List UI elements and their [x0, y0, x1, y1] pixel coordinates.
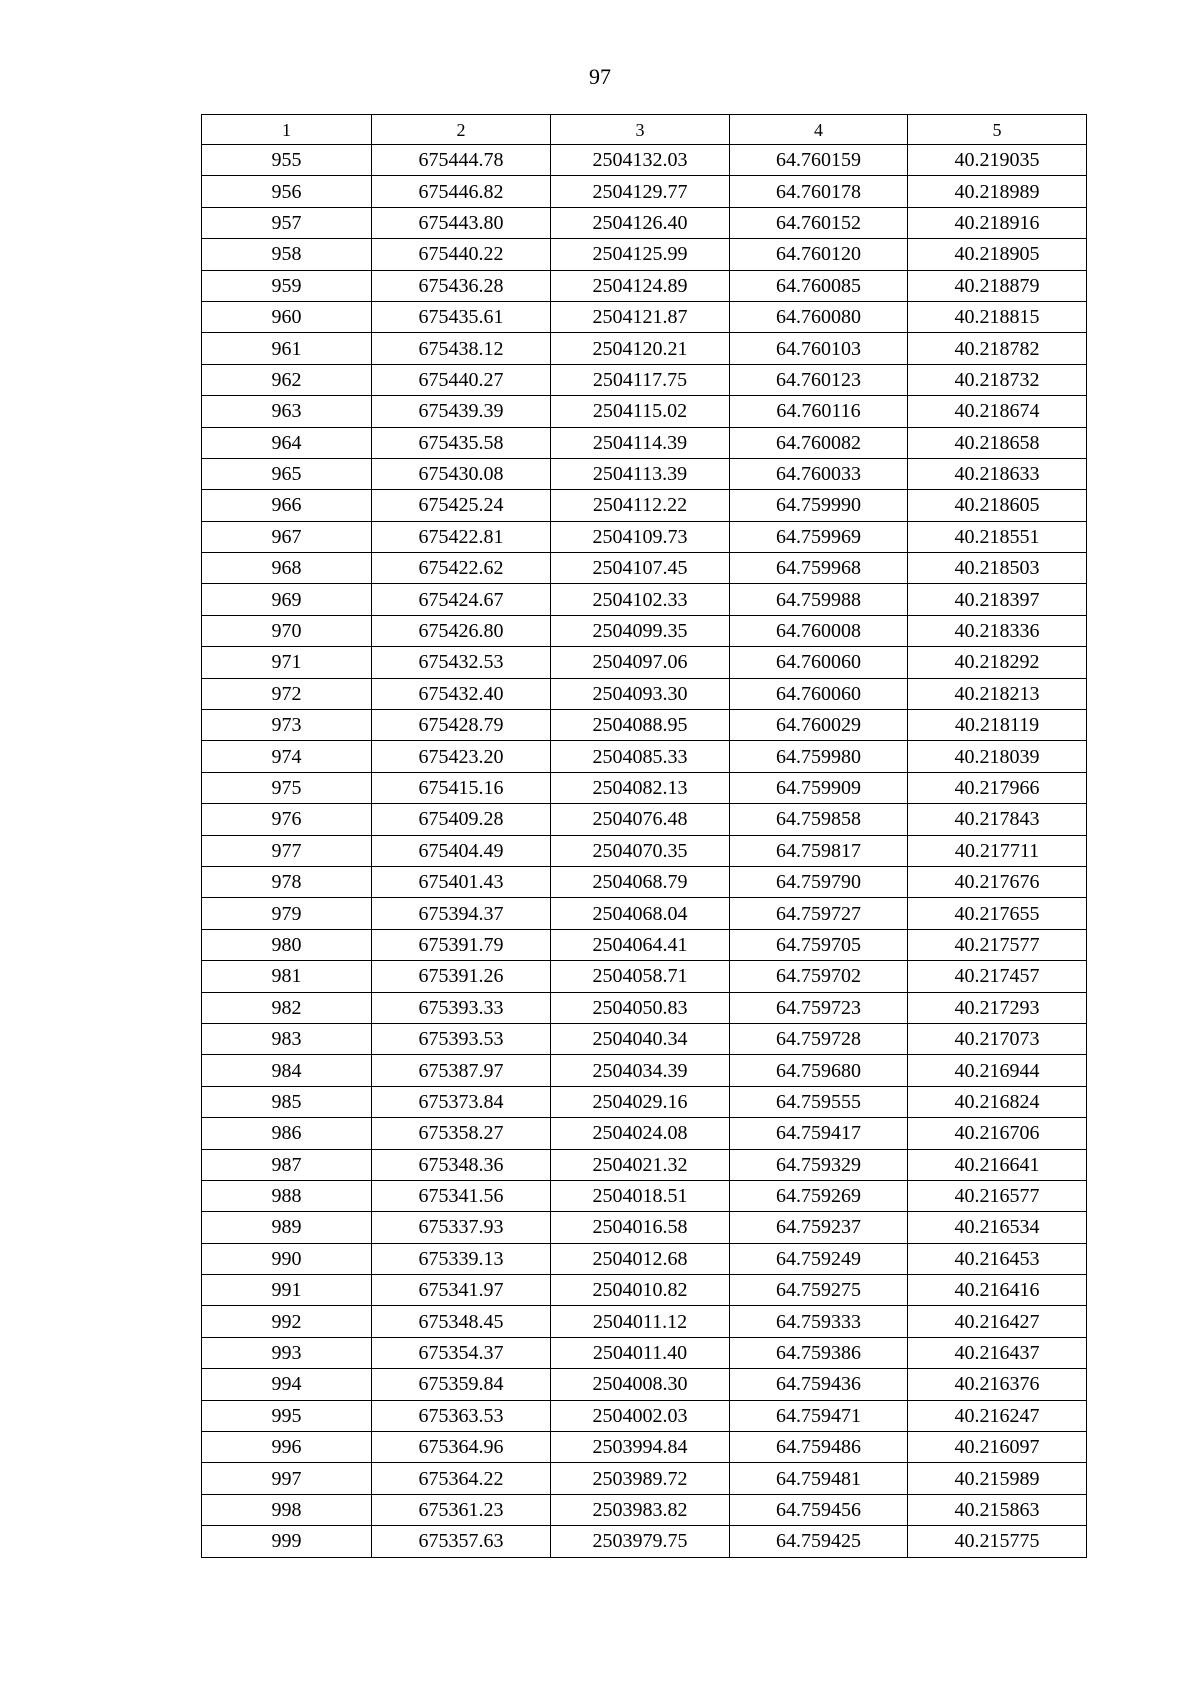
table-cell: 960 — [202, 301, 372, 332]
table-cell: 675432.40 — [372, 678, 551, 709]
table-cell: 2503994.84 — [551, 1432, 730, 1463]
table-cell: 40.218674 — [908, 396, 1087, 427]
table-cell: 963 — [202, 396, 372, 427]
table-cell: 64.759680 — [730, 1055, 908, 1086]
table-cell: 40.218336 — [908, 615, 1087, 646]
table-cell: 40.218879 — [908, 270, 1087, 301]
table-row — [202, 458, 1087, 489]
table-cell: 675438.12 — [372, 333, 551, 364]
table-cell: 64.759858 — [730, 804, 908, 835]
table-cell: 40.217577 — [908, 929, 1087, 960]
table-cell: 40.217655 — [908, 898, 1087, 929]
table-cell: 64.760060 — [730, 678, 908, 709]
table-cell: 675339.13 — [372, 1243, 551, 1274]
table-cell: 956 — [202, 176, 372, 207]
table-cell: 675358.27 — [372, 1118, 551, 1149]
table-cell: 64.759329 — [730, 1149, 908, 1180]
table-cell: 2504099.35 — [551, 615, 730, 646]
table-cell: 40.216824 — [908, 1086, 1087, 1117]
table-row — [202, 835, 1087, 866]
table-cell: 64.759417 — [730, 1118, 908, 1149]
column-header: 4 — [730, 115, 908, 145]
table-cell: 64.760080 — [730, 301, 908, 332]
table-cell: 675426.80 — [372, 615, 551, 646]
column-header: 5 — [908, 115, 1087, 145]
table-cell: 675446.82 — [372, 176, 551, 207]
table-cell: 675430.08 — [372, 458, 551, 489]
table-cell: 985 — [202, 1086, 372, 1117]
table-cell: 40.215989 — [908, 1463, 1087, 1494]
table-cell: 989 — [202, 1212, 372, 1243]
table-cell: 64.759386 — [730, 1337, 908, 1368]
table-cell: 983 — [202, 1023, 372, 1054]
table-cell: 40.218551 — [908, 521, 1087, 552]
table-cell: 2504082.13 — [551, 772, 730, 803]
table-cell: 2504085.33 — [551, 741, 730, 772]
coordinates-table — [201, 114, 1087, 1558]
table-cell: 64.759555 — [730, 1086, 908, 1117]
table-cell: 40.217073 — [908, 1023, 1087, 1054]
table-cell: 997 — [202, 1463, 372, 1494]
table-row — [202, 615, 1087, 646]
table-row — [202, 1149, 1087, 1180]
table-cell: 40.216437 — [908, 1337, 1087, 1368]
table-row — [202, 647, 1087, 678]
table-cell: 2504029.16 — [551, 1086, 730, 1117]
table-row — [202, 396, 1087, 427]
table-cell: 64.760123 — [730, 364, 908, 395]
table-row — [202, 1337, 1087, 1368]
table-cell: 962 — [202, 364, 372, 395]
table-row — [202, 176, 1087, 207]
table-row — [202, 678, 1087, 709]
table-cell: 675393.53 — [372, 1023, 551, 1054]
table-cell: 2504011.12 — [551, 1306, 730, 1337]
table-cell: 64.760082 — [730, 427, 908, 458]
table-cell: 40.217711 — [908, 835, 1087, 866]
table-cell: 968 — [202, 553, 372, 584]
table-cell: 40.216416 — [908, 1275, 1087, 1306]
table-cell: 675401.43 — [372, 866, 551, 897]
table-cell: 40.217676 — [908, 866, 1087, 897]
table-cell: 64.760120 — [730, 239, 908, 270]
table-cell: 675444.78 — [372, 145, 551, 176]
table-cell: 40.218732 — [908, 364, 1087, 395]
table-cell: 675391.26 — [372, 961, 551, 992]
table-cell: 996 — [202, 1432, 372, 1463]
table-row — [202, 1494, 1087, 1525]
table-cell: 967 — [202, 521, 372, 552]
page-number: 97 — [589, 64, 611, 89]
table-cell: 675348.36 — [372, 1149, 551, 1180]
table-cell: 64.759705 — [730, 929, 908, 960]
table-cell: 64.759456 — [730, 1494, 908, 1525]
table-cell: 40.217843 — [908, 804, 1087, 835]
table-row — [202, 239, 1087, 270]
table-cell: 675409.28 — [372, 804, 551, 835]
table-cell: 990 — [202, 1243, 372, 1274]
table-cell: 971 — [202, 647, 372, 678]
table-cell: 40.216534 — [908, 1212, 1087, 1243]
table-cell: 987 — [202, 1149, 372, 1180]
table-row — [202, 427, 1087, 458]
table-cell: 675393.33 — [372, 992, 551, 1023]
table-cell: 64.759269 — [730, 1180, 908, 1211]
table-cell: 675364.22 — [372, 1463, 551, 1494]
table-cell: 40.216641 — [908, 1149, 1087, 1180]
table-cell: 977 — [202, 835, 372, 866]
table-cell: 675440.27 — [372, 364, 551, 395]
table-cell: 64.760103 — [730, 333, 908, 364]
table-cell: 64.760029 — [730, 710, 908, 741]
table-cell: 965 — [202, 458, 372, 489]
table-cell: 64.759988 — [730, 584, 908, 615]
table-cell: 2504034.39 — [551, 1055, 730, 1086]
table-row — [202, 145, 1087, 176]
table-cell: 2504121.87 — [551, 301, 730, 332]
table-row — [202, 1306, 1087, 1337]
table-cell: 64.759333 — [730, 1306, 908, 1337]
table-cell: 675373.84 — [372, 1086, 551, 1117]
table-cell: 40.218989 — [908, 176, 1087, 207]
table-cell: 40.218397 — [908, 584, 1087, 615]
table-cell: 675387.97 — [372, 1055, 551, 1086]
table-cell: 999 — [202, 1526, 372, 1557]
table-cell: 2504107.45 — [551, 553, 730, 584]
table-cell: 2504125.99 — [551, 239, 730, 270]
table-cell: 2504008.30 — [551, 1369, 730, 1400]
table-cell: 675357.63 — [372, 1526, 551, 1557]
table-cell: 64.759909 — [730, 772, 908, 803]
table-cell: 40.218815 — [908, 301, 1087, 332]
table-cell: 40.215775 — [908, 1526, 1087, 1557]
table-cell: 64.759471 — [730, 1400, 908, 1431]
table-row — [202, 364, 1087, 395]
table-cell: 64.759723 — [730, 992, 908, 1023]
table-cell: 675436.28 — [372, 270, 551, 301]
table-cell: 675422.81 — [372, 521, 551, 552]
table-row — [202, 584, 1087, 615]
table-cell: 2504115.02 — [551, 396, 730, 427]
table-cell: 675440.22 — [372, 239, 551, 270]
table-cell: 64.759249 — [730, 1243, 908, 1274]
table-row — [202, 1180, 1087, 1211]
table-row — [202, 1118, 1087, 1149]
table-cell: 986 — [202, 1118, 372, 1149]
column-header: 3 — [551, 115, 730, 145]
table-cell: 40.218605 — [908, 490, 1087, 521]
table-cell: 64.760178 — [730, 176, 908, 207]
table-cell: 2504011.40 — [551, 1337, 730, 1368]
table-cell: 675348.45 — [372, 1306, 551, 1337]
table-cell: 2504064.41 — [551, 929, 730, 960]
table-cell: 959 — [202, 270, 372, 301]
table-row — [202, 772, 1087, 803]
table-cell: 2504040.34 — [551, 1023, 730, 1054]
table-cell: 961 — [202, 333, 372, 364]
table-cell: 2504018.51 — [551, 1180, 730, 1211]
table-cell: 969 — [202, 584, 372, 615]
table-cell: 2504010.82 — [551, 1275, 730, 1306]
table-cell: 2504050.83 — [551, 992, 730, 1023]
table-cell: 675341.56 — [372, 1180, 551, 1211]
table-cell: 998 — [202, 1494, 372, 1525]
column-header: 2 — [372, 115, 551, 145]
table-row — [202, 961, 1087, 992]
column-header: 1 — [202, 115, 372, 145]
table-cell: 675361.23 — [372, 1494, 551, 1525]
table-cell: 64.759237 — [730, 1212, 908, 1243]
table-cell: 675425.24 — [372, 490, 551, 521]
table-cell: 675341.97 — [372, 1275, 551, 1306]
table-cell: 64.760033 — [730, 458, 908, 489]
table-cell: 40.218503 — [908, 553, 1087, 584]
table-cell: 2504076.48 — [551, 804, 730, 835]
table-cell: 970 — [202, 615, 372, 646]
table-cell: 675422.62 — [372, 553, 551, 584]
table-cell: 40.217966 — [908, 772, 1087, 803]
table-cell: 40.218782 — [908, 333, 1087, 364]
table-cell: 64.759980 — [730, 741, 908, 772]
table-cell: 64.759990 — [730, 490, 908, 521]
table-cell: 2504088.95 — [551, 710, 730, 741]
table-cell: 2503989.72 — [551, 1463, 730, 1494]
table-cell: 675404.49 — [372, 835, 551, 866]
table-cell: 2504016.58 — [551, 1212, 730, 1243]
table-cell: 64.760159 — [730, 145, 908, 176]
table-cell: 40.216453 — [908, 1243, 1087, 1274]
table-cell: 2504113.39 — [551, 458, 730, 489]
table-cell: 675428.79 — [372, 710, 551, 741]
table-cell: 976 — [202, 804, 372, 835]
table-cell: 64.760008 — [730, 615, 908, 646]
table-cell: 40.216376 — [908, 1369, 1087, 1400]
table-cell: 974 — [202, 741, 372, 772]
table-cell: 40.218213 — [908, 678, 1087, 709]
table-cell: 2503979.75 — [551, 1526, 730, 1557]
table-row — [202, 301, 1087, 332]
table-row — [202, 270, 1087, 301]
table-cell: 2504102.33 — [551, 584, 730, 615]
table-row — [202, 741, 1087, 772]
table-row — [202, 207, 1087, 238]
table-row — [202, 1086, 1087, 1117]
table-cell: 675364.96 — [372, 1432, 551, 1463]
table-cell: 40.216097 — [908, 1432, 1087, 1463]
table-cell: 972 — [202, 678, 372, 709]
table-cell: 2504021.32 — [551, 1149, 730, 1180]
table-cell: 64.759969 — [730, 521, 908, 552]
table-row — [202, 1023, 1087, 1054]
table-cell: 675423.20 — [372, 741, 551, 772]
table-cell: 2504058.71 — [551, 961, 730, 992]
table-cell: 64.759790 — [730, 866, 908, 897]
table-cell: 40.216944 — [908, 1055, 1087, 1086]
table-cell: 675443.80 — [372, 207, 551, 238]
table-cell: 675424.67 — [372, 584, 551, 615]
table-cell: 958 — [202, 239, 372, 270]
table-cell: 64.759425 — [730, 1526, 908, 1557]
table-cell: 2503983.82 — [551, 1494, 730, 1525]
table-row — [202, 1055, 1087, 1086]
table-cell: 957 — [202, 207, 372, 238]
table-cell: 675415.16 — [372, 772, 551, 803]
table-cell: 675435.61 — [372, 301, 551, 332]
table-cell: 40.218905 — [908, 239, 1087, 270]
table-cell: 64.759275 — [730, 1275, 908, 1306]
table-cell: 995 — [202, 1400, 372, 1431]
table-cell: 675394.37 — [372, 898, 551, 929]
table-cell: 40.215863 — [908, 1494, 1087, 1525]
table-cell: 64.760060 — [730, 647, 908, 678]
table-row — [202, 929, 1087, 960]
table-cell: 2504097.06 — [551, 647, 730, 678]
table-row — [202, 490, 1087, 521]
table-cell: 2504093.30 — [551, 678, 730, 709]
table-cell: 64.759481 — [730, 1463, 908, 1494]
table-header-row — [202, 115, 1087, 145]
table-cell: 2504109.73 — [551, 521, 730, 552]
table-row — [202, 521, 1087, 552]
table-cell: 988 — [202, 1180, 372, 1211]
table-cell: 675363.53 — [372, 1400, 551, 1431]
table-cell: 40.217457 — [908, 961, 1087, 992]
table-cell: 64.759486 — [730, 1432, 908, 1463]
table-cell: 40.218039 — [908, 741, 1087, 772]
table-cell: 2504012.68 — [551, 1243, 730, 1274]
table-cell: 2504002.03 — [551, 1400, 730, 1431]
table-cell: 40.219035 — [908, 145, 1087, 176]
table-cell: 40.218633 — [908, 458, 1087, 489]
table-cell: 64.759727 — [730, 898, 908, 929]
table-cell: 980 — [202, 929, 372, 960]
table-cell: 64.759817 — [730, 835, 908, 866]
table-cell: 64.760085 — [730, 270, 908, 301]
table-cell: 2504132.03 — [551, 145, 730, 176]
table-cell: 2504126.40 — [551, 207, 730, 238]
table-cell: 675391.79 — [372, 929, 551, 960]
table-cell: 64.759436 — [730, 1369, 908, 1400]
table-cell: 993 — [202, 1337, 372, 1368]
table-cell: 40.218658 — [908, 427, 1087, 458]
table-row — [202, 1369, 1087, 1400]
table-cell: 64.759702 — [730, 961, 908, 992]
table-cell: 982 — [202, 992, 372, 1023]
table-cell: 64.759728 — [730, 1023, 908, 1054]
table-row — [202, 1243, 1087, 1274]
table-cell: 675337.93 — [372, 1212, 551, 1243]
table-row — [202, 866, 1087, 897]
table-cell: 40.218119 — [908, 710, 1087, 741]
table-cell: 40.217293 — [908, 992, 1087, 1023]
table-cell: 40.216427 — [908, 1306, 1087, 1337]
table-cell: 675435.58 — [372, 427, 551, 458]
table-row — [202, 1212, 1087, 1243]
table-cell: 40.218292 — [908, 647, 1087, 678]
table-cell: 2504129.77 — [551, 176, 730, 207]
table-cell: 675359.84 — [372, 1369, 551, 1400]
table-cell: 64.759968 — [730, 553, 908, 584]
table-cell: 2504114.39 — [551, 427, 730, 458]
table-cell: 964 — [202, 427, 372, 458]
table-row — [202, 1275, 1087, 1306]
table-cell: 2504070.35 — [551, 835, 730, 866]
table-cell: 40.216247 — [908, 1400, 1087, 1431]
table-cell: 984 — [202, 1055, 372, 1086]
table-cell: 2504117.75 — [551, 364, 730, 395]
table-cell: 675354.37 — [372, 1337, 551, 1368]
table-cell: 2504068.79 — [551, 866, 730, 897]
table-row — [202, 710, 1087, 741]
table-cell: 40.216577 — [908, 1180, 1087, 1211]
table-cell: 992 — [202, 1306, 372, 1337]
table-cell: 64.760152 — [730, 207, 908, 238]
table-row — [202, 1432, 1087, 1463]
table-cell: 2504068.04 — [551, 898, 730, 929]
table-cell: 64.760116 — [730, 396, 908, 427]
table-body — [202, 145, 1087, 1558]
table-cell: 40.218916 — [908, 207, 1087, 238]
table-row — [202, 804, 1087, 835]
table-cell: 979 — [202, 898, 372, 929]
table-cell: 2504124.89 — [551, 270, 730, 301]
table-cell: 966 — [202, 490, 372, 521]
table-row — [202, 1463, 1087, 1494]
table-cell: 40.216706 — [908, 1118, 1087, 1149]
table-cell: 973 — [202, 710, 372, 741]
table-cell: 675432.53 — [372, 647, 551, 678]
table-cell: 994 — [202, 1369, 372, 1400]
table-row — [202, 333, 1087, 364]
table-cell: 955 — [202, 145, 372, 176]
table-cell: 2504120.21 — [551, 333, 730, 364]
table-row — [202, 992, 1087, 1023]
table-cell: 978 — [202, 866, 372, 897]
table-row — [202, 1400, 1087, 1431]
table-cell: 2504024.08 — [551, 1118, 730, 1149]
table-row — [202, 1526, 1087, 1557]
table-row — [202, 898, 1087, 929]
table-row — [202, 553, 1087, 584]
table-cell: 991 — [202, 1275, 372, 1306]
table-cell: 2504112.22 — [551, 490, 730, 521]
table-cell: 981 — [202, 961, 372, 992]
table-cell: 675439.39 — [372, 396, 551, 427]
table-cell: 975 — [202, 772, 372, 803]
